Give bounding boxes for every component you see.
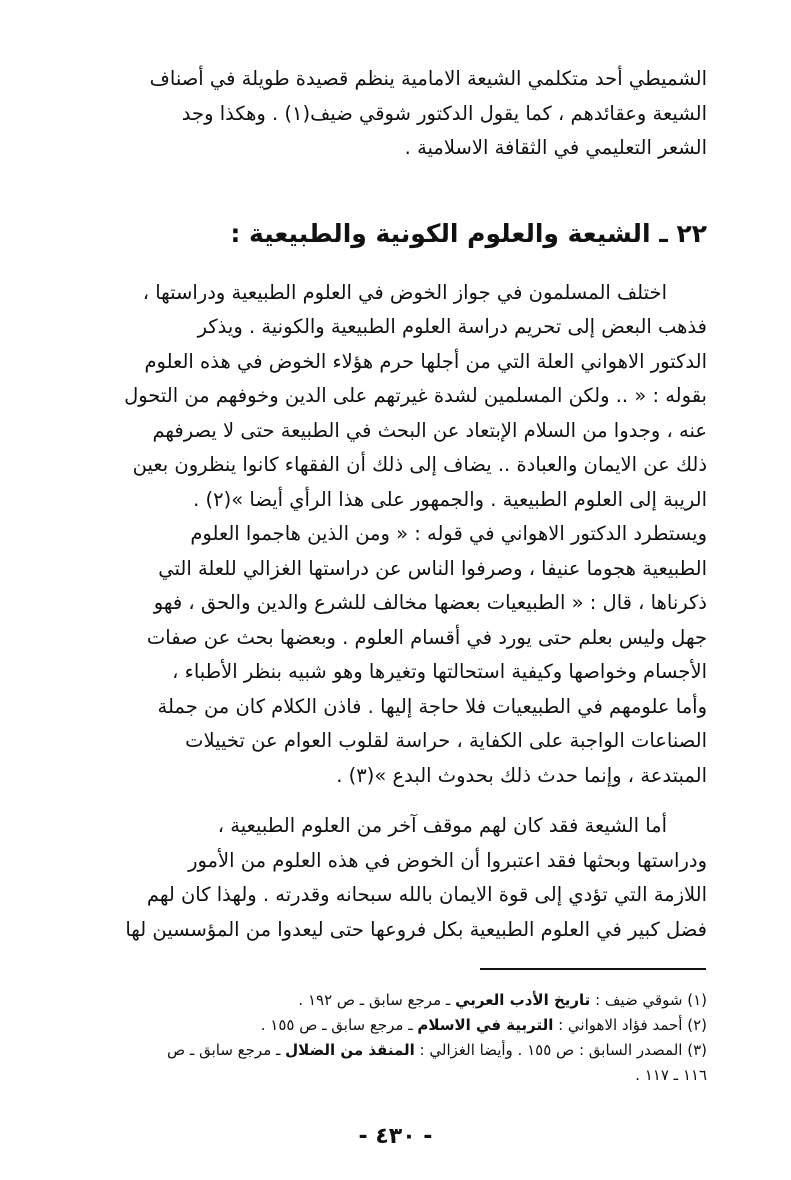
- text-line: ذلك عن الايمان والعبادة .. يضاف إلى ذلك أن الفقهاء كانوا ينظرون بعين: [132, 453, 707, 476]
- text-line: الريبة إلى العلوم الطبيعية . والجمهور على هذا الرأي أيضا »(٢) .: [193, 487, 707, 511]
- text-line: ذكرناها ، قال : « الطبيعيات بعضها مخالف للشرع والدين والحق ، فهو: [153, 591, 707, 614]
- text-line: فذهب البعض إلى تحريم دراسة العلوم الطبيعية والكونية . ويذكر: [197, 315, 707, 338]
- text-line: وأما علومهم في الطبيعيات فلا حاجة إليها . فاذن الكلام كان من جملة: [157, 694, 707, 718]
- page-body: [85, 62, 707, 947]
- paragraph-shia: [85, 809, 707, 947]
- text-line: الصناعات الواجبة على الكفاية ، حراسة لقلوب العوام عن تخييلات: [185, 729, 707, 752]
- footnote-divider: [480, 968, 706, 970]
- text-line: اللازمة التي تؤدي إلى قوة الايمان بالله سبحانه وقدرته . ولهذا كان لهم: [146, 883, 707, 906]
- text-line: الشيعة وعقائدهم ، كما يقول الدكتور شوقي ضيف(١) . وهكذا وجد: [181, 101, 707, 125]
- footnote-3: (٣) المصدر السابق : ص ١٥٥ . وأيضا الغزالي : المنقذ من الضلال ـ مرجع سابق ـ ص: [167, 1041, 707, 1059]
- text-line: المبتدعة ، وإنما حدث ذلك بحدوث البدع »(٣) .: [336, 763, 707, 787]
- text-line: ودراستها وبحثها فقد اعتبروا أن الخوض في هذه العلوم من الأمور: [188, 848, 707, 872]
- footnote-title: تاريخ الأدب العربي: [455, 991, 591, 1009]
- text-line: بقوله : « .. ولكن المسلمين لشدة غيرتهم على الدين وخوفهم من التحول: [124, 384, 707, 407]
- text-line: اختلف المسلمون في جواز الخوض في العلوم الطبيعية ودراستها ،: [142, 280, 667, 304]
- footnote-1: (١) شوقي ضيف : تاريخ الأدب العربي ـ مرجع سابق ـ ص ١٩٢ .: [298, 991, 707, 1009]
- text-line: جهل وليس بعلم حتى يورد في أقسام العلوم . وبعضها بحث عن صفات: [146, 625, 707, 649]
- text-line: الشعر التعليمي في الثقافة الاسلامية .: [404, 136, 707, 159]
- text-line: عنه ، وجدوا من السلام الإبتعاد عن البحث في الطبيعة حتى لا يصرفهم: [152, 418, 707, 442]
- paragraph-intro: [85, 62, 707, 166]
- paragraph-gap: [85, 793, 707, 809]
- text-line: الشميطي أحد متكلمي الشيعة الامامية ينظم قصيدة طويلة في أصناف: [149, 67, 707, 90]
- section-heading: ٢٢ ـ الشيعة والعلوم الكونية والطبيعية :: [230, 218, 707, 248]
- text-line: الدكتور الاهواني العلة التي من أجلها حرم هؤلاء الخوض في هذه العلوم: [144, 349, 707, 373]
- footnote-3-continuation: ١١٦ ـ ١١٧ .: [635, 1066, 707, 1084]
- footnotes: [85, 988, 707, 1088]
- footnote-title: التربية في الاسلام: [417, 1016, 554, 1034]
- text-line: الأجسام وخواصها وكيفية استحالتها وتغيرها وهو شبيه بنظر الأطباء ،: [172, 660, 707, 683]
- text-line: الطبيعية هجوما عنيفا ، وصرفوا الناس عن دراستها الغزالي للعلة التي: [158, 556, 707, 580]
- footnote-2: (٢) أحمد فؤاد الاهواني : التربية في الاسلام ـ مرجع سابق ـ ص ١٥٥ .: [260, 1016, 707, 1034]
- page-number: - ٤٣٠ -: [358, 1124, 433, 1149]
- paragraph-opinions: [85, 276, 707, 794]
- text-line: أما الشيعة فقد كان لهم موقف آخر من العلوم الطبيعية ،: [217, 814, 667, 837]
- text-line: ويستطرد الدكتور الاهواني في قوله : « ومن الذين هاجموا العلوم: [190, 522, 707, 545]
- text-line: فضل كبير في العلوم الطبيعية بكل فروعها حتى ليعدوا من المؤسسين لها: [125, 917, 707, 941]
- footnote-title: المنقذ من الضلال: [285, 1041, 415, 1059]
